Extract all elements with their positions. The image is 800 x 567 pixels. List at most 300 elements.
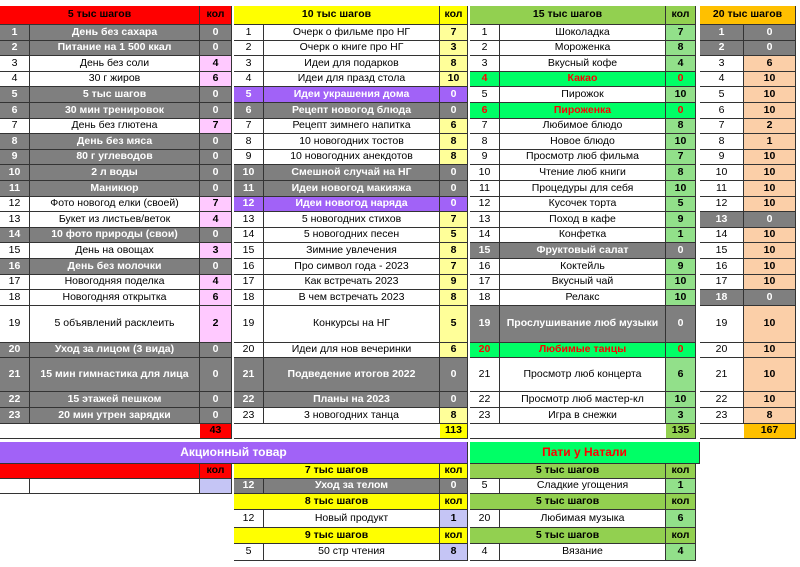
- row13-15k-kol[interactable]: 9: [666, 212, 696, 228]
- row22-20k-num[interactable]: 22: [700, 392, 744, 408]
- row20-15k-num[interactable]: 20: [470, 343, 500, 359]
- row20-15k-task[interactable]: Любимые танцы: [500, 343, 666, 359]
- row5-10k-num[interactable]: 5: [234, 87, 264, 103]
- promo-8k-header[interactable]: 8 тыс шагов: [234, 494, 440, 509]
- row8-20k-kol[interactable]: 1: [744, 134, 796, 150]
- row3-5k-task[interactable]: День без соли: [30, 56, 200, 72]
- row12-10k-task[interactable]: Идеи новогод наряда: [264, 197, 440, 213]
- row20-20k-num[interactable]: 20: [700, 343, 744, 359]
- total-10k[interactable]: 113: [440, 424, 468, 439]
- row6-10k-kol[interactable]: 0: [440, 103, 468, 119]
- row3-5k-num[interactable]: 3: [0, 56, 30, 72]
- row18-10k-num[interactable]: 18: [234, 290, 264, 306]
- row13-20k-num[interactable]: 13: [700, 212, 744, 228]
- promo-7k-num[interactable]: 12: [234, 479, 264, 494]
- total-15k-spacer[interactable]: [470, 424, 666, 439]
- row21-5k-num[interactable]: 21: [0, 358, 30, 392]
- row10-5k-num[interactable]: 10: [0, 165, 30, 181]
- row3-10k-kol[interactable]: 8: [440, 56, 468, 72]
- header-20k[interactable]: 20 тыс шагов: [700, 6, 796, 25]
- row20-5k-num[interactable]: 20: [0, 343, 30, 359]
- row2-15k-num[interactable]: 2: [470, 41, 500, 57]
- row17-15k-num[interactable]: 17: [470, 275, 500, 291]
- row11-10k-kol[interactable]: 0: [440, 181, 468, 197]
- row6-15k-task[interactable]: Пироженка: [500, 103, 666, 119]
- row4-5k-num[interactable]: 4: [0, 72, 30, 88]
- row9-10k-num[interactable]: 9: [234, 150, 264, 166]
- row4-5k-kol[interactable]: 6: [200, 72, 232, 88]
- promo-8k-value[interactable]: 1: [440, 510, 468, 528]
- promo-empty-task[interactable]: [30, 479, 200, 494]
- row1-15k-task[interactable]: Шоколадка: [500, 25, 666, 41]
- row17-15k-kol[interactable]: 10: [666, 275, 696, 291]
- row23-20k-kol[interactable]: 8: [744, 408, 796, 424]
- party-5k-header-1[interactable]: 5 тыс шагов: [470, 464, 666, 479]
- row1-5k-task[interactable]: День без сахара: [30, 25, 200, 41]
- row12-10k-kol[interactable]: 0: [440, 197, 468, 213]
- row19-15k-task[interactable]: Прослушивание люб музыки: [500, 306, 666, 343]
- party-5k-kol-1[interactable]: кол: [666, 464, 696, 479]
- promo-8k-task[interactable]: Новый продукт: [264, 510, 440, 528]
- row8-15k-task[interactable]: Новое блюдо: [500, 134, 666, 150]
- row13-10k-num[interactable]: 13: [234, 212, 264, 228]
- row9-5k-kol[interactable]: 0: [200, 150, 232, 166]
- row9-20k-num[interactable]: 9: [700, 150, 744, 166]
- row23-5k-num[interactable]: 23: [0, 408, 30, 424]
- party-3-value[interactable]: 4: [666, 544, 696, 561]
- row18-10k-kol[interactable]: 8: [440, 290, 468, 306]
- row19-15k-num[interactable]: 19: [470, 306, 500, 343]
- row7-20k-num[interactable]: 7: [700, 119, 744, 135]
- row7-10k-task[interactable]: Рецепт зимнего напитка: [264, 119, 440, 135]
- row19-20k-num[interactable]: 19: [700, 306, 744, 343]
- row17-20k-num[interactable]: 17: [700, 275, 744, 291]
- party-2-value[interactable]: 6: [666, 510, 696, 528]
- row20-10k-kol[interactable]: 6: [440, 343, 468, 359]
- row13-20k-kol[interactable]: 0: [744, 212, 796, 228]
- row8-10k-kol[interactable]: 8: [440, 134, 468, 150]
- row14-10k-num[interactable]: 14: [234, 228, 264, 244]
- promo-9k-value[interactable]: 8: [440, 544, 468, 561]
- row23-15k-task[interactable]: Игра в снежки: [500, 408, 666, 424]
- row7-5k-task[interactable]: День без глютена: [30, 119, 200, 135]
- row3-10k-task[interactable]: Идеи для подарков: [264, 56, 440, 72]
- total-10k-spacer[interactable]: [234, 424, 440, 439]
- row17-10k-task[interactable]: Как встречать 2023: [264, 275, 440, 291]
- row23-10k-kol[interactable]: 8: [440, 408, 468, 424]
- row16-10k-num[interactable]: 16: [234, 259, 264, 275]
- row10-5k-kol[interactable]: 0: [200, 165, 232, 181]
- row6-5k-kol[interactable]: 0: [200, 103, 232, 119]
- row22-15k-num[interactable]: 22: [470, 392, 500, 408]
- total-20k[interactable]: 167: [744, 424, 796, 439]
- row10-10k-kol[interactable]: 0: [440, 165, 468, 181]
- row20-20k-kol[interactable]: 10: [744, 343, 796, 359]
- row13-15k-num[interactable]: 13: [470, 212, 500, 228]
- row18-20k-num[interactable]: 18: [700, 290, 744, 306]
- row2-5k-num[interactable]: 2: [0, 41, 30, 57]
- header-10k[interactable]: 10 тыс шагов: [234, 6, 440, 25]
- total-20k-spacer[interactable]: [700, 424, 744, 439]
- row9-10k-kol[interactable]: 8: [440, 150, 468, 166]
- row15-5k-num[interactable]: 15: [0, 243, 30, 259]
- row13-5k-task[interactable]: Букет из листьев/веток: [30, 212, 200, 228]
- row8-10k-num[interactable]: 8: [234, 134, 264, 150]
- row10-20k-num[interactable]: 10: [700, 165, 744, 181]
- promo-8k-kol[interactable]: кол: [440, 494, 468, 509]
- row5-5k-num[interactable]: 5: [0, 87, 30, 103]
- row16-15k-kol[interactable]: 9: [666, 259, 696, 275]
- row21-20k-num[interactable]: 21: [700, 358, 744, 392]
- row2-5k-task[interactable]: Питание на 1 500 ккал: [30, 41, 200, 57]
- row22-10k-task[interactable]: Планы на 2023: [264, 392, 440, 408]
- row13-15k-task[interactable]: Поход в кафе: [500, 212, 666, 228]
- row14-10k-task[interactable]: 5 новогодних песен: [264, 228, 440, 244]
- row1-5k-kol[interactable]: 0: [200, 25, 232, 41]
- row4-20k-num[interactable]: 4: [700, 72, 744, 88]
- promo-9k-task[interactable]: 50 стр чтения: [264, 544, 440, 561]
- row6-5k-task[interactable]: 30 мин тренировок: [30, 103, 200, 119]
- row21-5k-task[interactable]: 15 мин гимнастика для лица: [30, 358, 200, 392]
- row12-15k-kol[interactable]: 5: [666, 197, 696, 213]
- promo-red-kol[interactable]: кол: [200, 464, 232, 479]
- row11-15k-kol[interactable]: 10: [666, 181, 696, 197]
- promo-empty-num[interactable]: [0, 479, 30, 494]
- row17-10k-kol[interactable]: 9: [440, 275, 468, 291]
- promo-7k-header[interactable]: 7 тыс шагов: [234, 464, 440, 479]
- row5-20k-num[interactable]: 5: [700, 87, 744, 103]
- row4-20k-kol[interactable]: 10: [744, 72, 796, 88]
- row12-5k-task[interactable]: Фото новогод елки (своей): [30, 197, 200, 213]
- row11-10k-task[interactable]: Идеи новогод макияжа: [264, 181, 440, 197]
- row8-5k-kol[interactable]: 0: [200, 134, 232, 150]
- row8-15k-num[interactable]: 8: [470, 134, 500, 150]
- row2-20k-num[interactable]: 2: [700, 41, 744, 57]
- row6-20k-kol[interactable]: 10: [744, 103, 796, 119]
- row4-10k-task[interactable]: Идеи для празд стола: [264, 72, 440, 88]
- row19-5k-task[interactable]: 5 объявлений расклеить: [30, 306, 200, 343]
- row13-5k-kol[interactable]: 4: [200, 212, 232, 228]
- row16-10k-task[interactable]: Про символ года - 2023: [264, 259, 440, 275]
- row9-5k-task[interactable]: 80 г углеводов: [30, 150, 200, 166]
- header-5k[interactable]: 5 тыс шагов: [0, 6, 200, 25]
- promo-7k-task[interactable]: Уход за телом: [264, 479, 440, 494]
- row8-5k-task[interactable]: День без мяса: [30, 134, 200, 150]
- row1-15k-kol[interactable]: 7: [666, 25, 696, 41]
- row7-5k-kol[interactable]: 7: [200, 119, 232, 135]
- row11-15k-task[interactable]: Процедуры для себя: [500, 181, 666, 197]
- party-1-task[interactable]: Сладкие угощения: [500, 479, 666, 494]
- row17-5k-kol[interactable]: 4: [200, 275, 232, 291]
- row5-15k-num[interactable]: 5: [470, 87, 500, 103]
- row17-15k-task[interactable]: Вкусный чай: [500, 275, 666, 291]
- party-5k-header-3[interactable]: 5 тыс шагов: [470, 528, 666, 543]
- row16-20k-num[interactable]: 16: [700, 259, 744, 275]
- row9-5k-num[interactable]: 9: [0, 150, 30, 166]
- row6-15k-num[interactable]: 6: [470, 103, 500, 119]
- row15-20k-num[interactable]: 15: [700, 243, 744, 259]
- row18-5k-task[interactable]: Новогодняя открытка: [30, 290, 200, 306]
- row5-10k-task[interactable]: Идеи украшения дома: [264, 87, 440, 103]
- row10-15k-num[interactable]: 10: [470, 165, 500, 181]
- row23-15k-kol[interactable]: 3: [666, 408, 696, 424]
- row3-20k-num[interactable]: 3: [700, 56, 744, 72]
- row4-10k-num[interactable]: 4: [234, 72, 264, 88]
- row2-5k-kol[interactable]: 0: [200, 41, 232, 57]
- row4-15k-kol[interactable]: 0: [666, 72, 696, 88]
- row17-20k-kol[interactable]: 10: [744, 275, 796, 291]
- row5-15k-task[interactable]: Пирожок: [500, 87, 666, 103]
- row5-10k-kol[interactable]: 0: [440, 87, 468, 103]
- row23-15k-num[interactable]: 23: [470, 408, 500, 424]
- row4-10k-kol[interactable]: 10: [440, 72, 468, 88]
- row21-5k-kol[interactable]: 0: [200, 358, 232, 392]
- row21-10k-task[interactable]: Подведение итогов 2022: [264, 358, 440, 392]
- party-1-value[interactable]: 1: [666, 479, 696, 494]
- row3-5k-kol[interactable]: 4: [200, 56, 232, 72]
- row7-10k-kol[interactable]: 6: [440, 119, 468, 135]
- row20-10k-task[interactable]: Идеи для нов вечеринки: [264, 343, 440, 359]
- row18-5k-num[interactable]: 18: [0, 290, 30, 306]
- row16-5k-num[interactable]: 16: [0, 259, 30, 275]
- row16-15k-task[interactable]: Коктейль: [500, 259, 666, 275]
- row21-10k-kol[interactable]: 0: [440, 358, 468, 392]
- row19-10k-kol[interactable]: 5: [440, 306, 468, 343]
- row7-15k-num[interactable]: 7: [470, 119, 500, 135]
- row14-20k-num[interactable]: 14: [700, 228, 744, 244]
- row16-5k-task[interactable]: День без молочки: [30, 259, 200, 275]
- party-2-num[interactable]: 20: [470, 510, 500, 528]
- party-5k-kol-2[interactable]: кол: [666, 494, 696, 509]
- row6-15k-kol[interactable]: 0: [666, 103, 696, 119]
- row14-10k-kol[interactable]: 5: [440, 228, 468, 244]
- row7-5k-num[interactable]: 7: [0, 119, 30, 135]
- row2-10k-task[interactable]: Очерк о книге про НГ: [264, 41, 440, 57]
- row18-15k-task[interactable]: Релакс: [500, 290, 666, 306]
- promo-9k-kol[interactable]: кол: [440, 528, 468, 543]
- row22-5k-kol[interactable]: 0: [200, 392, 232, 408]
- row12-20k-num[interactable]: 12: [700, 197, 744, 213]
- row5-15k-kol[interactable]: 10: [666, 87, 696, 103]
- row15-15k-num[interactable]: 15: [470, 243, 500, 259]
- row1-5k-num[interactable]: 1: [0, 25, 30, 41]
- row16-10k-kol[interactable]: 7: [440, 259, 468, 275]
- row16-15k-num[interactable]: 16: [470, 259, 500, 275]
- total-5k-spacer[interactable]: [0, 424, 200, 439]
- row23-10k-num[interactable]: 23: [234, 408, 264, 424]
- row3-20k-kol[interactable]: 6: [744, 56, 796, 72]
- row7-15k-task[interactable]: Любимое блюдо: [500, 119, 666, 135]
- row11-5k-num[interactable]: 11: [0, 181, 30, 197]
- promo-8k-num[interactable]: 12: [234, 510, 264, 528]
- row18-10k-task[interactable]: В чем встречать 2023: [264, 290, 440, 306]
- row17-10k-num[interactable]: 17: [234, 275, 264, 291]
- row15-20k-kol[interactable]: 10: [744, 243, 796, 259]
- row21-10k-num[interactable]: 21: [234, 358, 264, 392]
- row23-5k-task[interactable]: 20 мин утрен зарядки: [30, 408, 200, 424]
- row4-15k-task[interactable]: Какао: [500, 72, 666, 88]
- row21-15k-num[interactable]: 21: [470, 358, 500, 392]
- row10-10k-num[interactable]: 10: [234, 165, 264, 181]
- row8-10k-task[interactable]: 10 новогодних тостов: [264, 134, 440, 150]
- row14-15k-task[interactable]: Конфетка: [500, 228, 666, 244]
- row3-10k-num[interactable]: 3: [234, 56, 264, 72]
- row4-5k-task[interactable]: 30 г жиров: [30, 72, 200, 88]
- row3-15k-task[interactable]: Вкусный кофе: [500, 56, 666, 72]
- row10-10k-task[interactable]: Смешной случай на НГ: [264, 165, 440, 181]
- promo-empty-kol[interactable]: [200, 479, 232, 494]
- row22-15k-kol[interactable]: 10: [666, 392, 696, 408]
- row2-10k-num[interactable]: 2: [234, 41, 264, 57]
- row22-10k-num[interactable]: 22: [234, 392, 264, 408]
- row1-20k-num[interactable]: 1: [700, 25, 744, 41]
- row10-15k-task[interactable]: Чтение люб книги: [500, 165, 666, 181]
- row14-20k-kol[interactable]: 10: [744, 228, 796, 244]
- row19-20k-kol[interactable]: 10: [744, 306, 796, 343]
- row20-15k-kol[interactable]: 0: [666, 343, 696, 359]
- row23-20k-num[interactable]: 23: [700, 408, 744, 424]
- row19-15k-kol[interactable]: 0: [666, 306, 696, 343]
- row15-5k-task[interactable]: День на овощах: [30, 243, 200, 259]
- total-15k[interactable]: 135: [666, 424, 696, 439]
- row13-5k-num[interactable]: 13: [0, 212, 30, 228]
- row20-10k-num[interactable]: 20: [234, 343, 264, 359]
- row3-15k-kol[interactable]: 4: [666, 56, 696, 72]
- row1-10k-num[interactable]: 1: [234, 25, 264, 41]
- row22-10k-kol[interactable]: 0: [440, 392, 468, 408]
- row1-20k-kol[interactable]: 0: [744, 25, 796, 41]
- row18-20k-kol[interactable]: 0: [744, 290, 796, 306]
- row10-15k-kol[interactable]: 8: [666, 165, 696, 181]
- row2-10k-kol[interactable]: 3: [440, 41, 468, 57]
- row14-15k-num[interactable]: 14: [470, 228, 500, 244]
- row17-5k-task[interactable]: Новогодняя поделка: [30, 275, 200, 291]
- row6-10k-task[interactable]: Рецепт новогод блюда: [264, 103, 440, 119]
- promo-7k-kol[interactable]: кол: [440, 464, 468, 479]
- party-3-task[interactable]: Вязание: [500, 544, 666, 561]
- row8-15k-kol[interactable]: 10: [666, 134, 696, 150]
- row18-15k-kol[interactable]: 10: [666, 290, 696, 306]
- row22-20k-kol[interactable]: 10: [744, 392, 796, 408]
- row19-10k-num[interactable]: 19: [234, 306, 264, 343]
- row9-15k-task[interactable]: Просмотр люб фильма: [500, 150, 666, 166]
- row5-5k-task[interactable]: 5 тыс шагов: [30, 87, 200, 103]
- row20-5k-kol[interactable]: 0: [200, 343, 232, 359]
- row22-5k-num[interactable]: 22: [0, 392, 30, 408]
- row15-10k-kol[interactable]: 8: [440, 243, 468, 259]
- row3-15k-num[interactable]: 3: [470, 56, 500, 72]
- row11-20k-num[interactable]: 11: [700, 181, 744, 197]
- row7-15k-kol[interactable]: 8: [666, 119, 696, 135]
- header-15k-kol[interactable]: кол: [666, 6, 696, 25]
- row15-15k-kol[interactable]: 0: [666, 243, 696, 259]
- row11-5k-kol[interactable]: 0: [200, 181, 232, 197]
- row13-10k-kol[interactable]: 7: [440, 212, 468, 228]
- row14-5k-task[interactable]: 10 фото природы (свои): [30, 228, 200, 244]
- header-10k-kol[interactable]: кол: [440, 6, 468, 25]
- party-2-task[interactable]: Любимая музыка: [500, 510, 666, 528]
- promo-7k-value[interactable]: 0: [440, 479, 468, 494]
- row21-20k-kol[interactable]: 10: [744, 358, 796, 392]
- row6-20k-num[interactable]: 6: [700, 103, 744, 119]
- row14-5k-num[interactable]: 14: [0, 228, 30, 244]
- party-title[interactable]: Пати у Натали: [470, 442, 700, 464]
- row20-5k-task[interactable]: Уход за лицом (3 вида): [30, 343, 200, 359]
- row16-5k-kol[interactable]: 0: [200, 259, 232, 275]
- row15-10k-task[interactable]: Зимние увлечения: [264, 243, 440, 259]
- row14-5k-kol[interactable]: 0: [200, 228, 232, 244]
- row21-15k-task[interactable]: Просмотр люб концерта: [500, 358, 666, 392]
- row11-20k-kol[interactable]: 10: [744, 181, 796, 197]
- header-15k[interactable]: 15 тыс шагов: [470, 6, 666, 25]
- row22-5k-task[interactable]: 15 этажей пешком: [30, 392, 200, 408]
- row23-5k-kol[interactable]: 0: [200, 408, 232, 424]
- row1-10k-task[interactable]: Очерк о фильме про НГ: [264, 25, 440, 41]
- promo-title[interactable]: Акционный товар: [0, 442, 468, 464]
- party-5k-header-2[interactable]: 5 тыс шагов: [470, 494, 666, 509]
- row19-10k-task[interactable]: Конкурсы на НГ: [264, 306, 440, 343]
- row18-15k-num[interactable]: 18: [470, 290, 500, 306]
- row13-10k-task[interactable]: 5 новогодних стихов: [264, 212, 440, 228]
- row12-20k-kol[interactable]: 10: [744, 197, 796, 213]
- row1-10k-kol[interactable]: 7: [440, 25, 468, 41]
- row18-5k-kol[interactable]: 6: [200, 290, 232, 306]
- party-3-num[interactable]: 4: [470, 544, 500, 561]
- row16-20k-kol[interactable]: 10: [744, 259, 796, 275]
- row6-10k-num[interactable]: 6: [234, 103, 264, 119]
- row6-5k-num[interactable]: 6: [0, 103, 30, 119]
- row9-20k-kol[interactable]: 10: [744, 150, 796, 166]
- row12-5k-kol[interactable]: 7: [200, 197, 232, 213]
- row10-5k-task[interactable]: 2 л воды: [30, 165, 200, 181]
- promo-9k-header[interactable]: 9 тыс шагов: [234, 528, 440, 543]
- row5-5k-kol[interactable]: 0: [200, 87, 232, 103]
- row9-15k-num[interactable]: 9: [470, 150, 500, 166]
- row9-15k-kol[interactable]: 7: [666, 150, 696, 166]
- row12-5k-num[interactable]: 12: [0, 197, 30, 213]
- row12-15k-num[interactable]: 12: [470, 197, 500, 213]
- promo-9k-num[interactable]: 5: [234, 544, 264, 561]
- row7-20k-kol[interactable]: 2: [744, 119, 796, 135]
- row19-5k-kol[interactable]: 2: [200, 306, 232, 343]
- header-5k-kol[interactable]: кол: [200, 6, 232, 25]
- row17-5k-num[interactable]: 17: [0, 275, 30, 291]
- row19-5k-num[interactable]: 19: [0, 306, 30, 343]
- row15-15k-task[interactable]: Фруктовый салат: [500, 243, 666, 259]
- row15-10k-num[interactable]: 15: [234, 243, 264, 259]
- row12-15k-task[interactable]: Кусочек торта: [500, 197, 666, 213]
- row11-15k-num[interactable]: 11: [470, 181, 500, 197]
- row23-10k-task[interactable]: 3 новогодних танца: [264, 408, 440, 424]
- row7-10k-num[interactable]: 7: [234, 119, 264, 135]
- party-5k-kol-3[interactable]: кол: [666, 528, 696, 543]
- row8-5k-num[interactable]: 8: [0, 134, 30, 150]
- row12-10k-num[interactable]: 12: [234, 197, 264, 213]
- row5-20k-kol[interactable]: 10: [744, 87, 796, 103]
- row1-15k-num[interactable]: 1: [470, 25, 500, 41]
- row15-5k-kol[interactable]: 3: [200, 243, 232, 259]
- row11-10k-num[interactable]: 11: [234, 181, 264, 197]
- row2-20k-kol[interactable]: 0: [744, 41, 796, 57]
- row9-10k-task[interactable]: 10 новогодних анекдотов: [264, 150, 440, 166]
- row21-15k-kol[interactable]: 6: [666, 358, 696, 392]
- party-1-num[interactable]: 5: [470, 479, 500, 494]
- promo-red-header[interactable]: [0, 464, 200, 479]
- row11-5k-task[interactable]: Маникюр: [30, 181, 200, 197]
- row14-15k-kol[interactable]: 1: [666, 228, 696, 244]
- total-5k[interactable]: 43: [200, 424, 232, 439]
- row4-15k-num[interactable]: 4: [470, 72, 500, 88]
